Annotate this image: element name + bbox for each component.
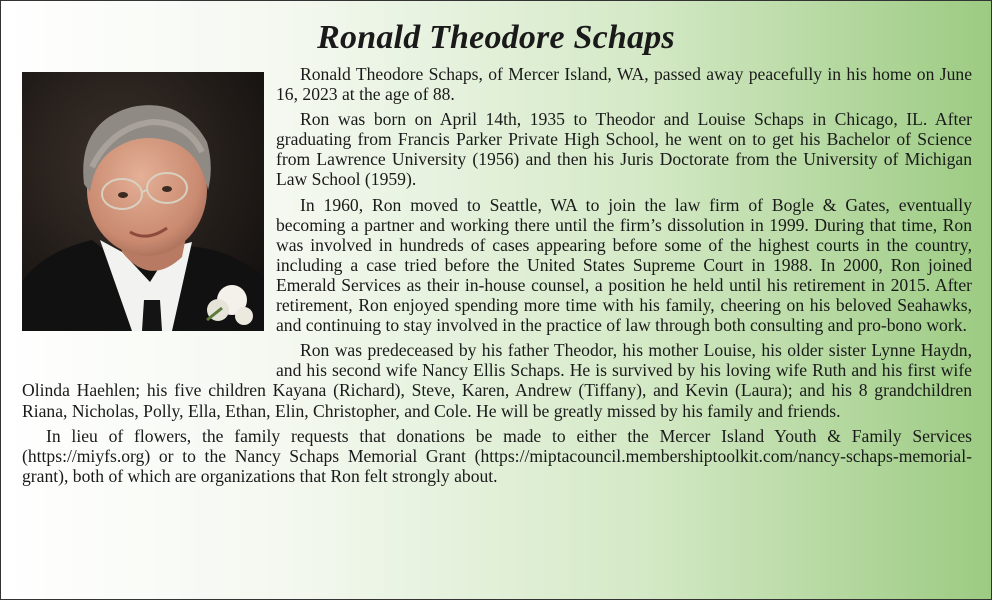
paragraph-passing: Ronald Theodore Schaps, of Mercer Island, WA, passed away peacefully in his home on June 16, 2023 at the age of 88. (276, 64, 972, 105)
paragraph-career: In 1960, Ron moved to Seattle, WA to join the law firm of Bogle & Gates, eventually becoming a partner and working there until the firm’s dissolution in 1999. During that time, Ron was involved in hundreds of cases appearing before some of the highest courts in the country, including a case tried before the United States Supreme Court in 1988. In 2000, Ron joined Emerald Services as their in-house counsel, a position he held until his retirement in 2015. After retirement, Ron enjoyed spending more time with his family, cheering on his beloved Seahawks, and continuing to stay involved in the practice of law through both consulting and pro-bono work. (276, 194, 972, 336)
obituary-body (22, 64, 972, 491)
photo-text-wrap-spacer (22, 64, 276, 364)
paragraph-early-life: Ron was born on April 14th, 1935 to Theodor and Louise Schaps in Chicago, IL. After graduating from Francis Parker Private High School, he went on to get his Bachelor of Science from Lawrence University (1956) and then his Juris Doctorate from the University of Michigan Law School (1959). (276, 109, 972, 190)
obituary-title: Ronald Theodore Schaps (317, 19, 675, 56)
paragraph-family: Ron was predeceased by his father Theodor, his mother Louise, his older sister Lynne Haydn, and his second wife Nancy Ellis Schaps. He is survived by his loving wife Ruth and his first wife Olinda Haehlen; his five children Kayana (Richard), Steve, Karen, Andrew (Tiffany), and Kevin (Laura); and his 8 grandchildren Riana, Nicholas, Polly, Ella, Ethan, Elin, Christopher, and Cole. He will be greatly missed by his family and friends. (22, 340, 972, 421)
paragraph-donations: In lieu of flowers, the family requests that donations be made to either the Mercer Island Youth & Family Services (https://miyfs.org) or to the Nancy Schaps Memorial Grant (https://miptacouncil.membershiptoolkit.com/nancy-schaps-memorial-grant), both of which are organizations that Ron felt strongly about. (22, 425, 972, 486)
